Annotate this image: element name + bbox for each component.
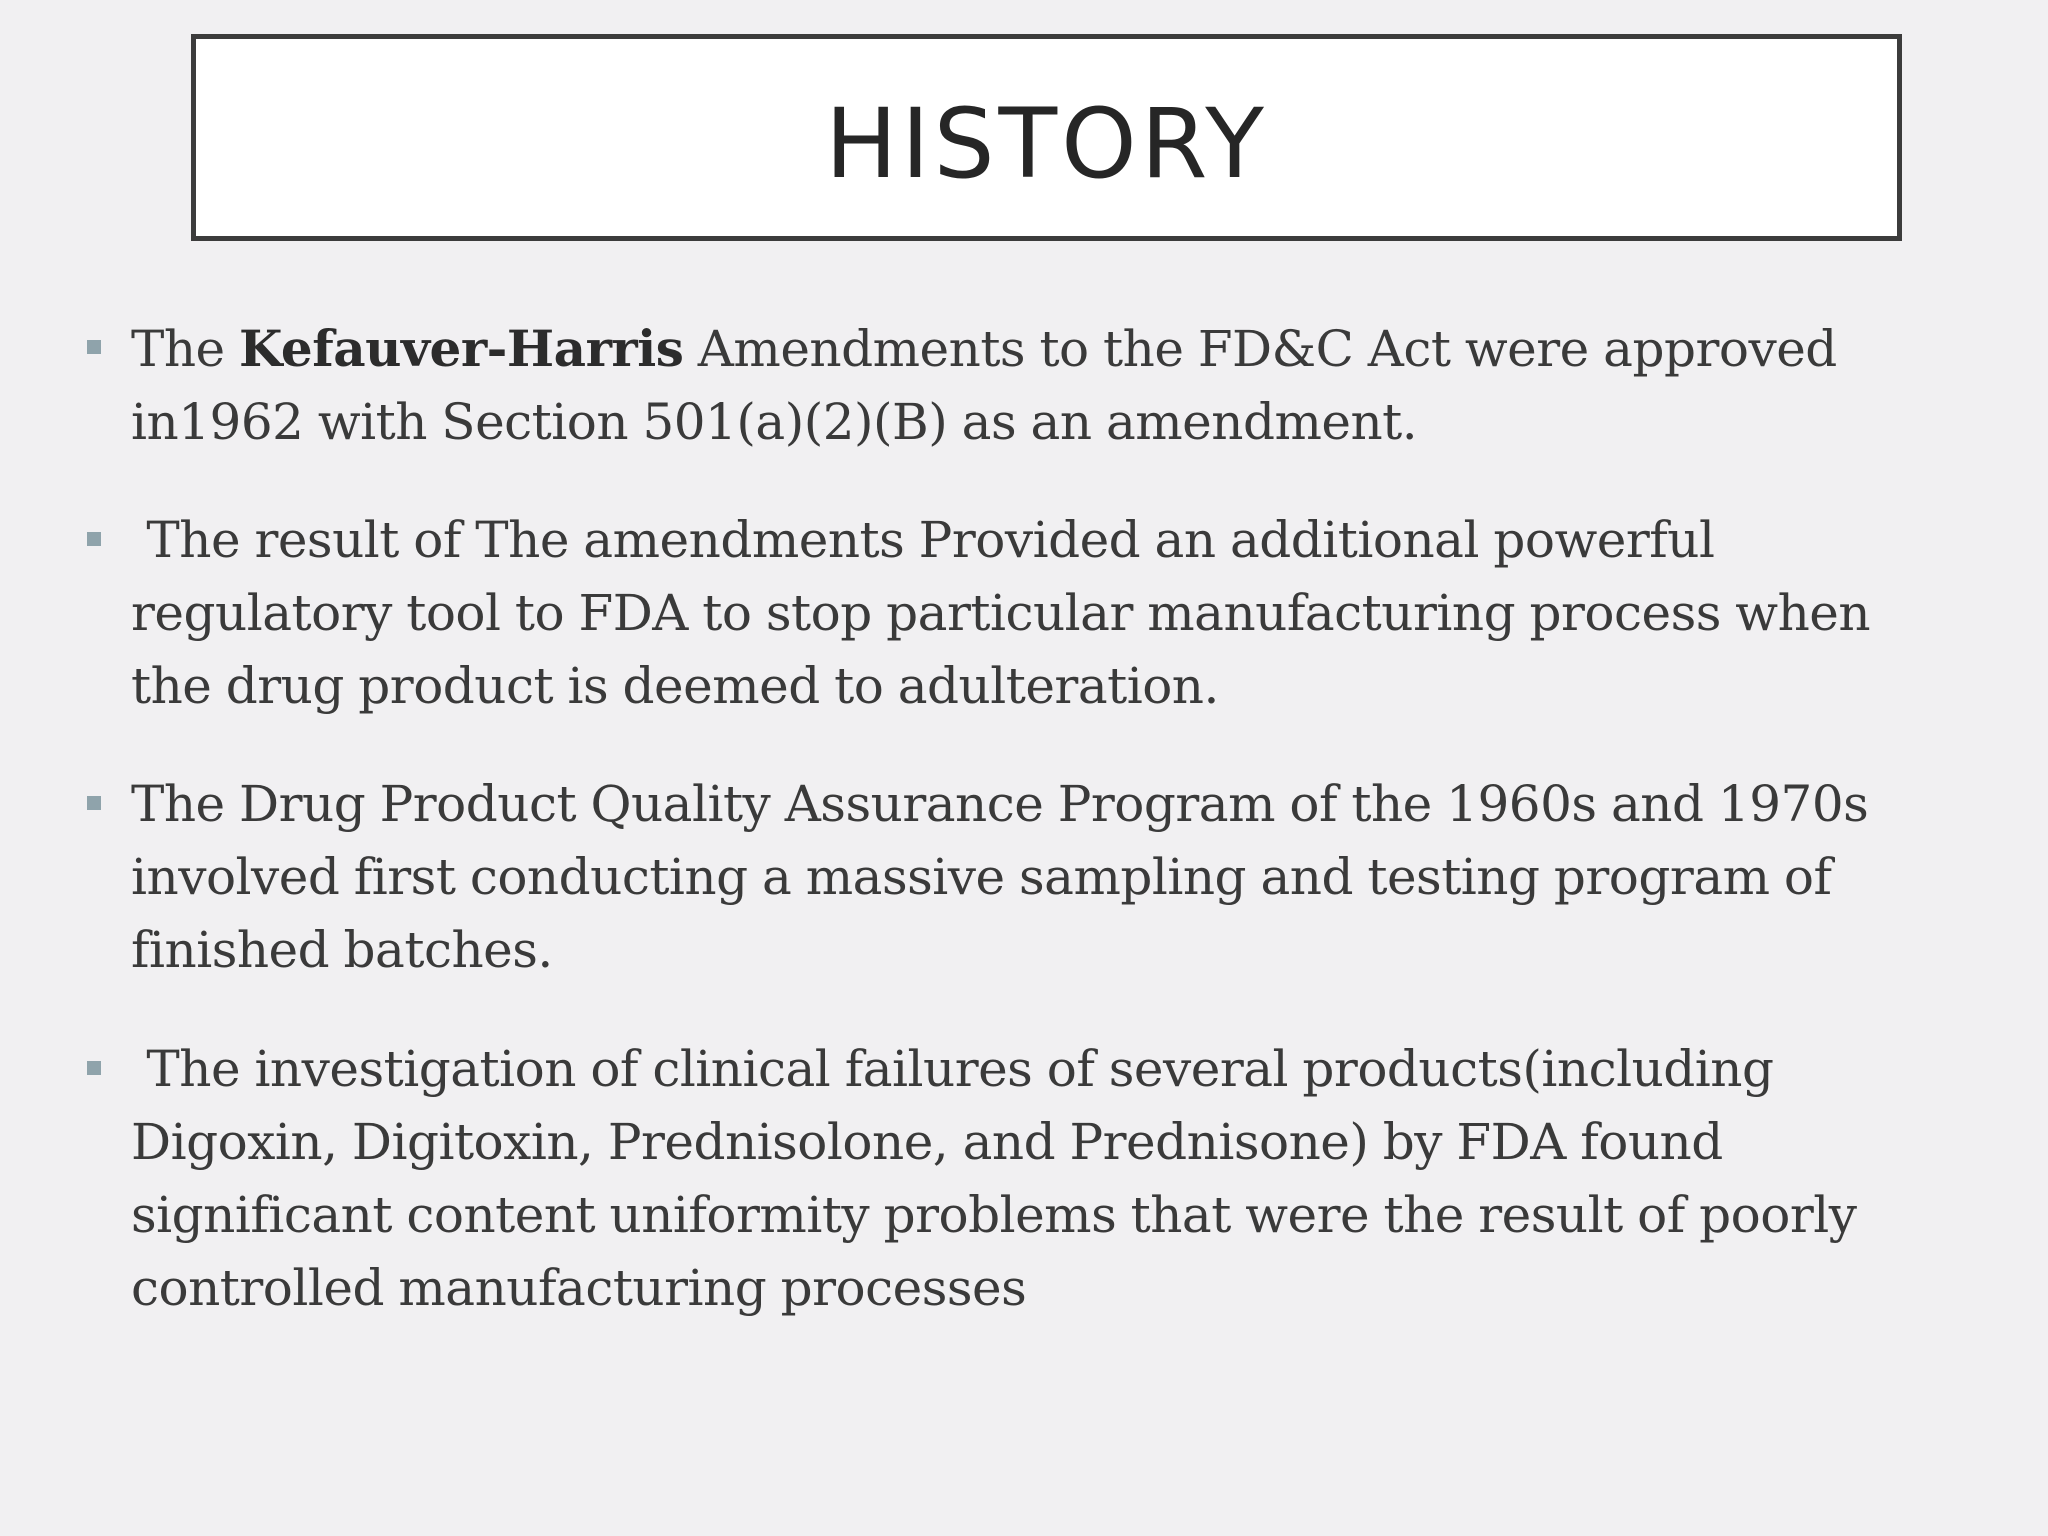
bullet-text: The Drug Product Quality Assurance Program of the 1960s and 1970s involved first conducting a massive sampling and testing program of finished batches. <box>131 775 1869 979</box>
bullet-marker-icon <box>87 1061 101 1075</box>
slide-title: HISTORY <box>825 88 1268 200</box>
bullet-marker-icon <box>87 532 101 546</box>
bullet-text: The result of The amendments Provided an additional powerful regulatory tool to FDA to stop particular manufacturing process when the drug product is deemed to adulteration. <box>131 511 1885 715</box>
bullet-item <box>131 504 1961 723</box>
bullet-text-bold: Kefauver-Harris <box>239 319 684 378</box>
bullet-item <box>131 768 1961 987</box>
bullet-item <box>131 312 1961 459</box>
bullet-marker-icon <box>87 796 101 810</box>
bullet-item <box>131 1033 1961 1325</box>
bullet-text-rest: Amendments to the FD&C Act were approved in1962 with Section 501(a)(2)(B) as an amendment. <box>131 320 1837 451</box>
bullet-text: The investigation of clinical failures of several products(including Digoxin, Digitoxin, Prednisolone, and Prednisone) by FDA found significant content uniformity problems that were the result of poorly controlled manufacturing processes <box>131 1040 1871 1317</box>
bullet-text-prefix: The <box>131 320 240 378</box>
bullet-marker-icon <box>87 340 101 354</box>
